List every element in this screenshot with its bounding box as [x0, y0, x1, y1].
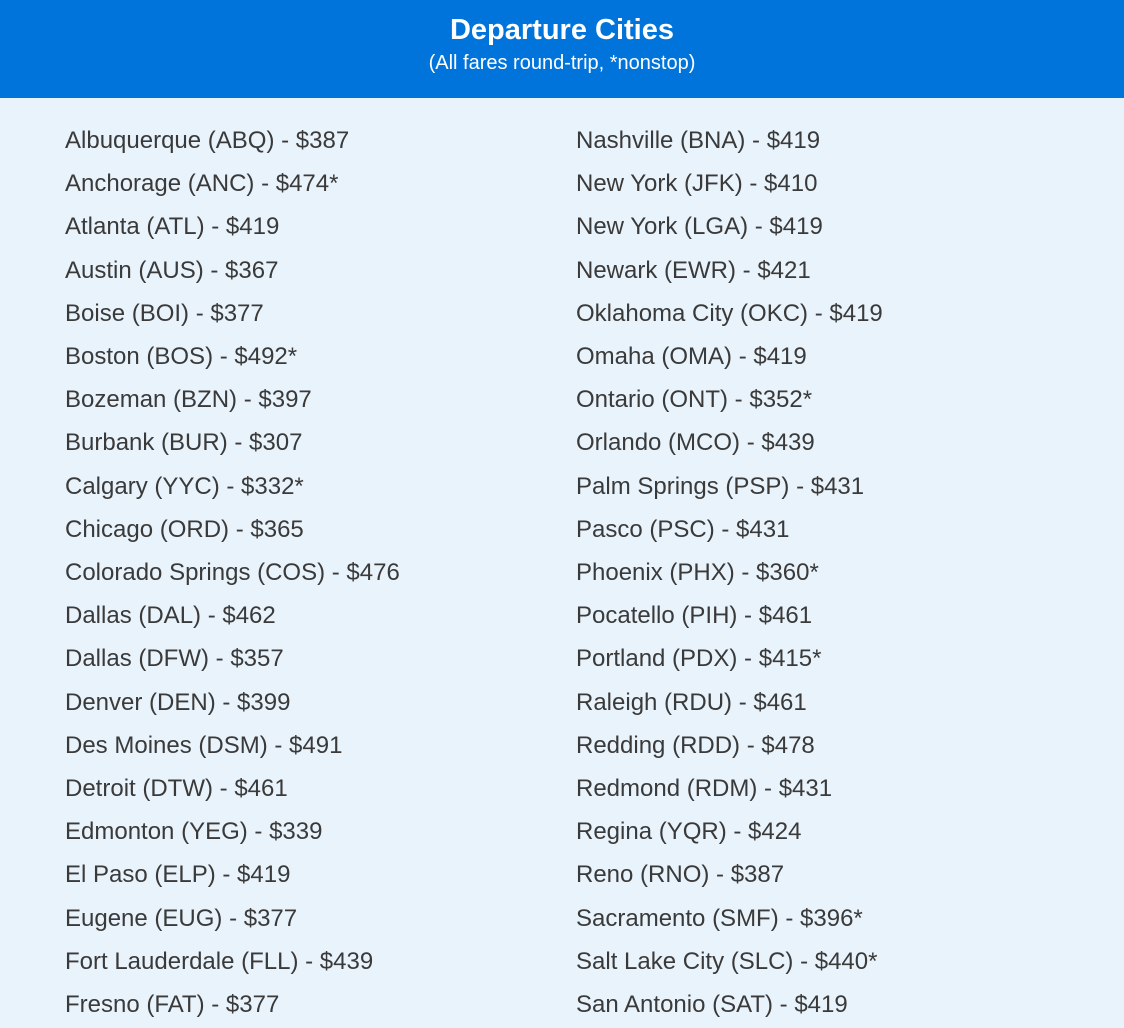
fare-list-item-label: Denver (DEN) - $399 [65, 688, 291, 716]
fare-list-item [65, 421, 576, 464]
fare-list-item-label: Salt Lake City (SLC) - $440* [576, 947, 878, 975]
fare-list-item [65, 983, 576, 1026]
fare-list-item [65, 205, 576, 248]
fare-list-item-label: Newark (EWR) - $421 [576, 256, 811, 284]
fare-list-item-label: Nashville (BNA) - $419 [576, 127, 821, 154]
fare-list-item [65, 810, 576, 853]
fare-list-item-label: Albuquerque (ABQ) - $387 [65, 127, 350, 154]
fare-list-item [576, 249, 883, 292]
fare-list-item [576, 465, 883, 508]
fare-list-item-label: Eugene (EUG) - $377 [65, 904, 298, 932]
fare-list-item-label: Pasco (PSC) - $431 [576, 515, 790, 543]
fare-list-item-label: Phoenix (PHX) - $360* [576, 559, 819, 587]
fare-list-item [65, 940, 576, 983]
fare-list-item-label: Sacramento (SMF) - $396* [576, 904, 863, 932]
fare-list-item-label: San Antonio (SAT) - $419 [576, 991, 848, 1019]
fare-list-item [65, 292, 576, 335]
fare-list-item [576, 421, 883, 464]
fare-list-item-label: Omaha (OMA) - $419 [576, 343, 807, 371]
fare-list-item [65, 681, 576, 724]
header-banner [0, 0, 1124, 98]
fare-list-item-label: Atlanta (ATL) - $419 [65, 213, 280, 241]
fare-list-item [65, 853, 576, 896]
fare-list-item [576, 940, 883, 983]
fare-column-left [65, 119, 576, 1026]
fare-list-item [576, 594, 883, 637]
fare-list-item-label: Fresno (FAT) - $377 [65, 991, 280, 1019]
fare-list-item-label: Orlando (MCO) - $439 [576, 429, 815, 457]
fare-list-item-label: Detroit (DTW) - $461 [65, 775, 288, 803]
fare-list-item-label: Redmond (RDM) - $431 [576, 775, 833, 803]
fare-list-item [65, 637, 576, 680]
fare-column-right [576, 119, 883, 1026]
page-title: Departure Cities [449, 14, 674, 46]
fare-list-item-label: Chicago (ORD) - $365 [65, 515, 304, 543]
fare-list-item [576, 292, 883, 335]
fare-list-item [576, 983, 883, 1026]
fare-list-item-label: Colorado Springs (COS) - $476 [65, 559, 400, 587]
fare-list-item [576, 897, 883, 940]
fare-list-item [65, 249, 576, 292]
fare-list-item-label: Ontario (ONT) - $352* [576, 386, 813, 414]
fare-list-item [576, 681, 883, 724]
fare-list-item [576, 162, 883, 205]
fare-list-item [576, 637, 883, 680]
fare-list-item [576, 508, 883, 551]
fare-list-item-label: Calgary (YYC) - $332* [65, 472, 304, 500]
fare-list-item [65, 551, 576, 594]
fare-list-item [65, 594, 576, 637]
fare-list-item [576, 551, 883, 594]
fare-list-item [65, 162, 576, 205]
fare-list-item-label: Palm Springs (PSP) - $431 [576, 472, 865, 500]
fare-list-item [65, 897, 576, 940]
fare-list-item-label: Reno (RNO) - $387 [576, 861, 785, 889]
fare-list-item-label: Dallas (DAL) - $462 [65, 602, 276, 630]
fare-list-item-label: Dallas (DFW) - $357 [65, 645, 284, 673]
fare-list [0, 98, 1124, 1026]
fare-list-item-label: Portland (PDX) - $415* [576, 645, 822, 673]
fare-list-item-label: New York (JFK) - $410 [576, 170, 818, 198]
fare-list-item [65, 119, 576, 162]
fare-list-item [576, 119, 883, 162]
fare-list-item [576, 378, 883, 421]
fare-list-item-label: Regina (YQR) - $424 [576, 818, 802, 846]
fare-list-item-label: Fort Lauderdale (FLL) - $439 [65, 947, 374, 975]
fare-list-item-label: Austin (AUS) - $367 [65, 256, 279, 284]
fare-list-item-label: Boston (BOS) - $492* [65, 343, 298, 371]
fare-list-item [65, 335, 576, 378]
page-subtitle: (All fares round-trip, *nonstop) [428, 52, 696, 74]
fare-list-item [576, 205, 883, 248]
fare-list-item-label: Pocatello (PIH) - $461 [576, 602, 813, 630]
fare-list-item-label: Bozeman (BZN) - $397 [65, 386, 312, 414]
fare-list-item-label: Edmonton (YEG) - $339 [65, 818, 323, 846]
fare-list-item [576, 335, 883, 378]
fare-list-item [65, 465, 576, 508]
fare-list-item-label: Redding (RDD) - $478 [576, 731, 815, 759]
fare-list-item-label: Boise (BOI) - $377 [65, 299, 264, 327]
fare-list-item-label: Raleigh (RDU) - $461 [576, 688, 807, 716]
fare-list-item-label: Des Moines (DSM) - $491 [65, 731, 343, 759]
fare-list-item [576, 810, 883, 853]
fare-list-item-label: New York (LGA) - $419 [576, 213, 823, 241]
fare-list-item-label: Oklahoma City (OKC) - $419 [576, 299, 883, 327]
fare-list-item [576, 767, 883, 810]
fare-list-item [65, 767, 576, 810]
fare-list-item-label: Burbank (BUR) - $307 [65, 429, 303, 457]
fare-list-item [576, 724, 883, 767]
fare-list-item [65, 378, 576, 421]
fare-list-item [576, 853, 883, 896]
fare-list-item [65, 724, 576, 767]
fare-list-item [65, 508, 576, 551]
fare-list-item-label: El Paso (ELP) - $419 [65, 861, 291, 889]
fare-list-item-label: Anchorage (ANC) - $474* [65, 170, 339, 198]
